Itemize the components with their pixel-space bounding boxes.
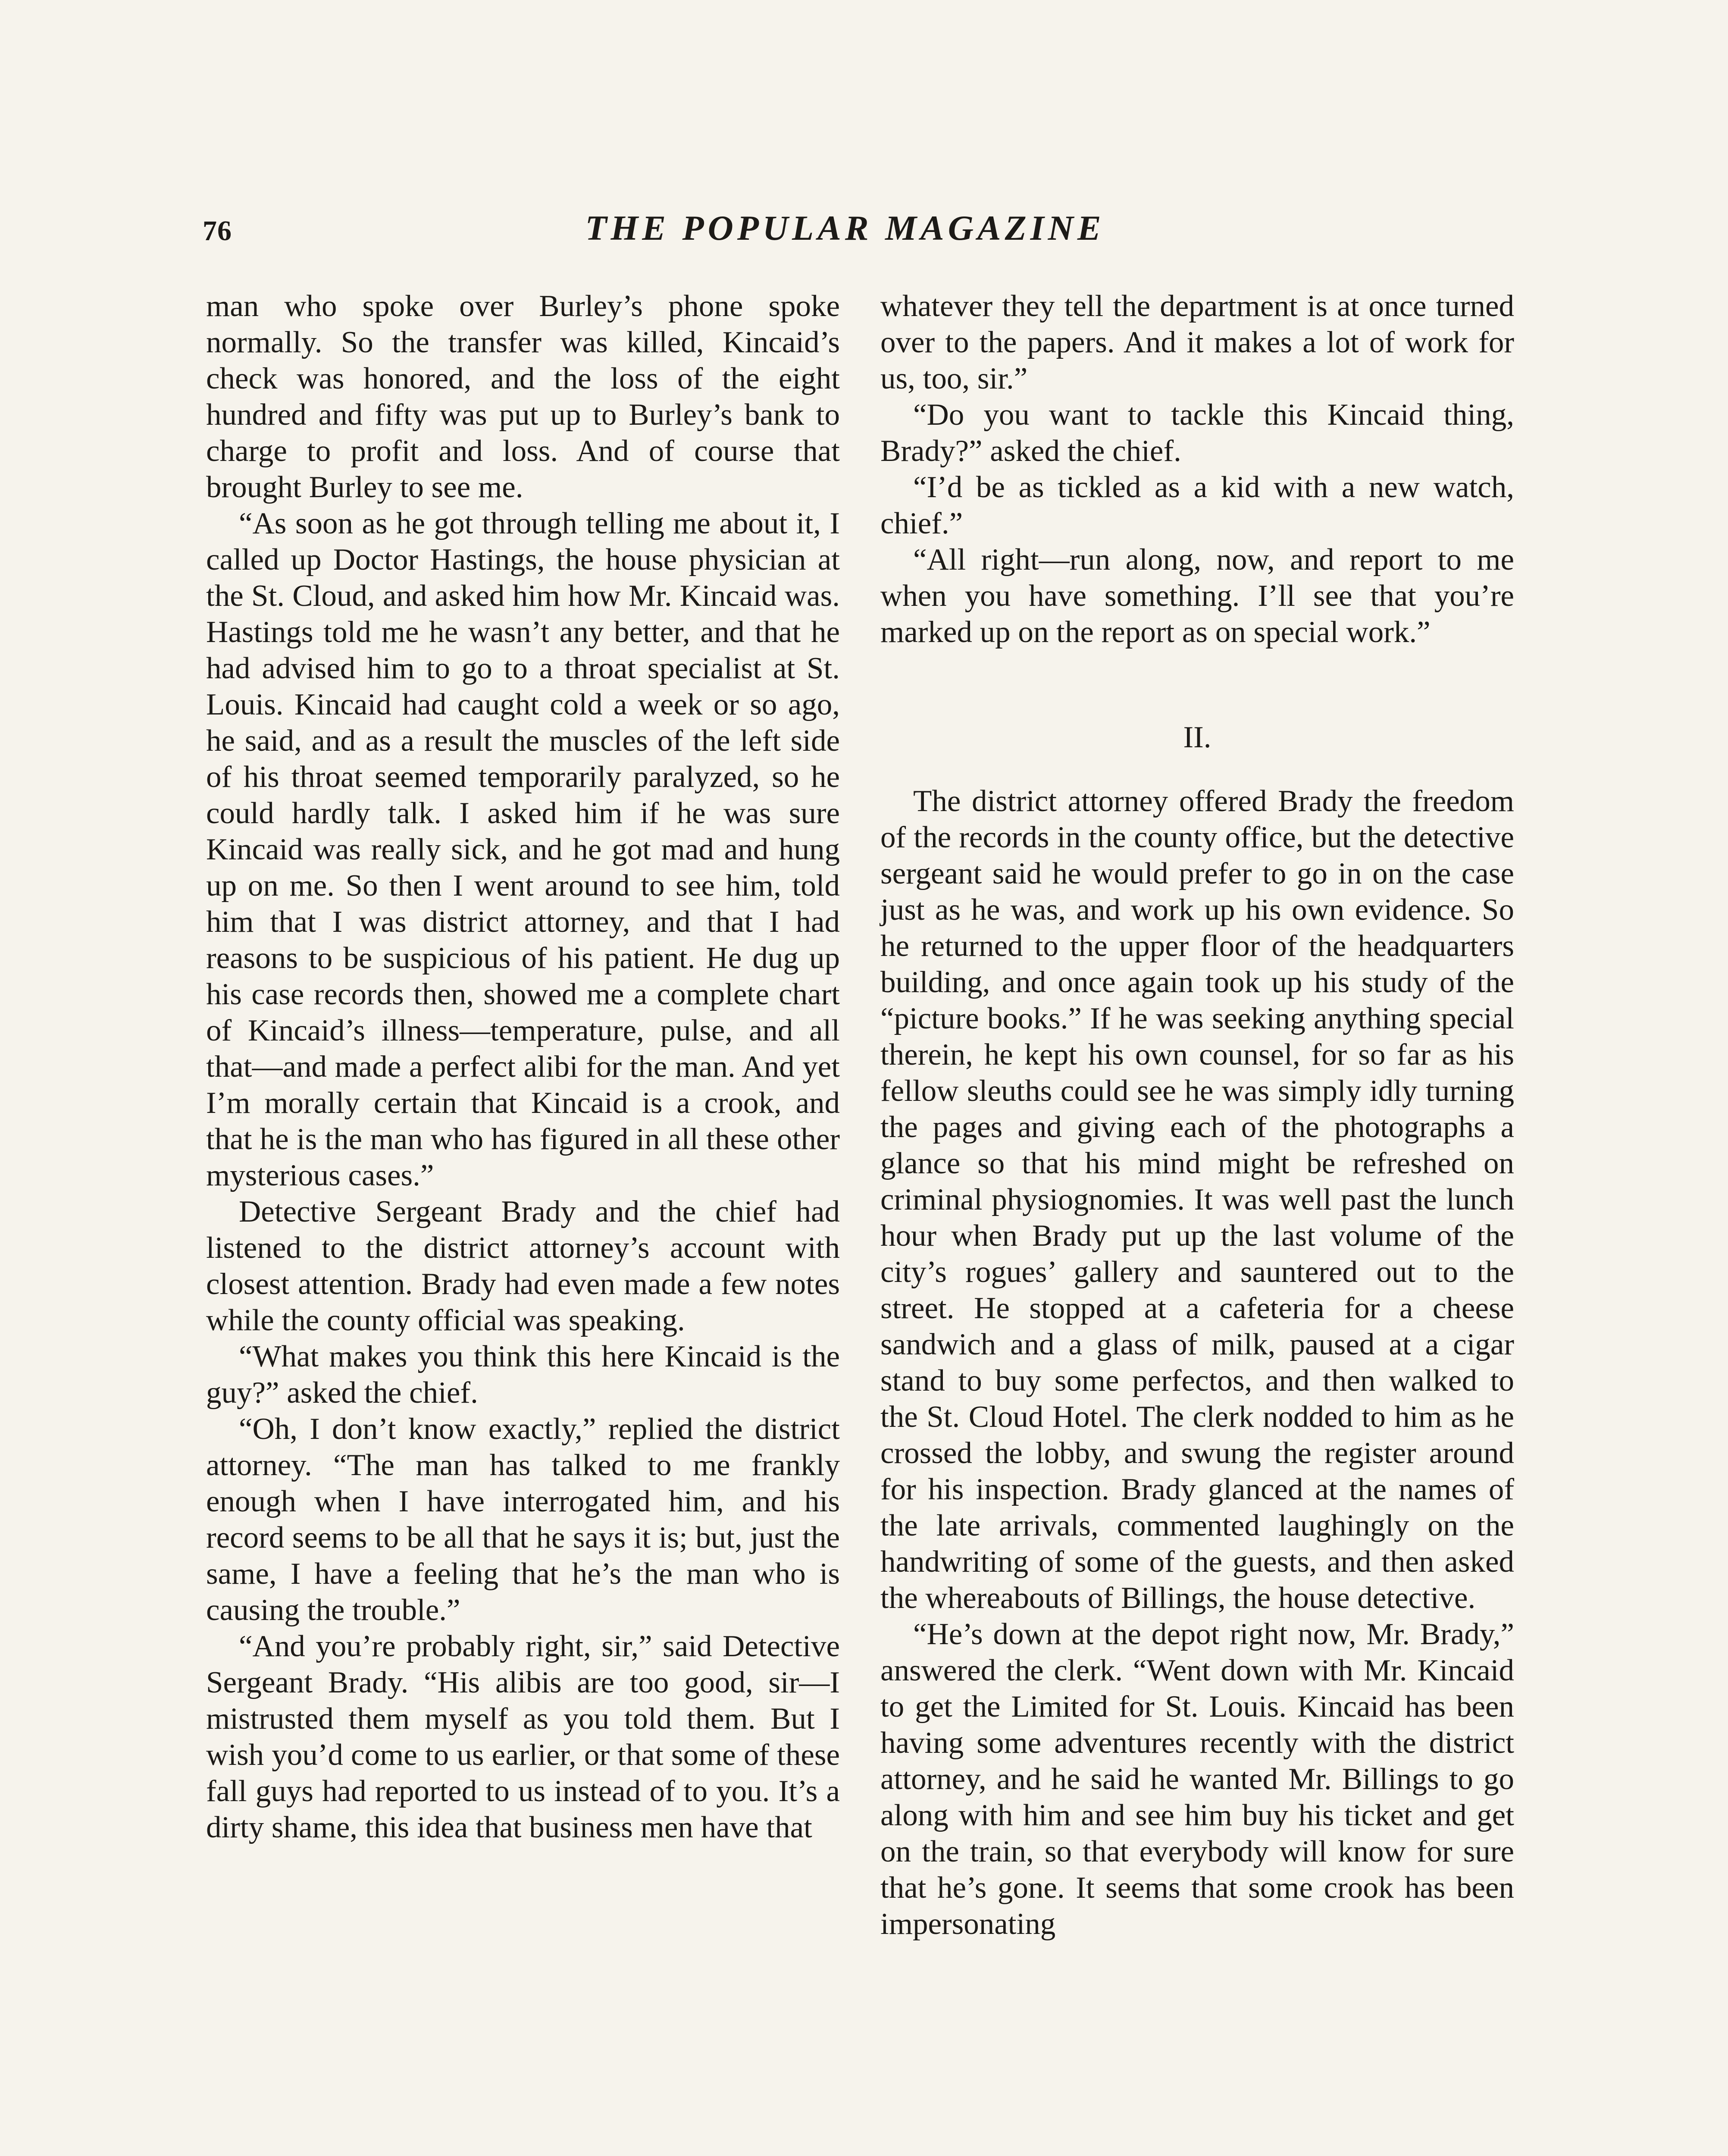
paragraph: “I’d be as tickled as a kid with a new watch, chief.” [880, 470, 1514, 540]
paragraph: “All right—run along, now, and report to me when you have something. I’ll see that you’re marked up on the report as on special work.” [880, 543, 1514, 649]
paragraph: “Do you want to tackle this Kincaid thing, Brady?” asked the chief. [880, 398, 1514, 468]
paragraph: man who spoke over Burley’s phone spoke normally. So the transfer was killed, Kincaid’s check was honored, and the loss of the eight hundred and fifty was put up to Burley’s bank to charge to profit and loss. And of course that brought Burley to see me. [206, 289, 840, 504]
paragraph: “As soon as he got through telling me about it, I called up Doctor Hastings, the house physician at the St. Cloud, and asked him how Mr. Kincaid was. Hastings told me he wasn’t any better, and that he had advised him to go to a throat specialist at St. Louis. Kincaid had caught cold a week or so ago, he said, and as a result the muscles of the left side of his throat seemed temporarily paralyzed, so he could hardly talk. I asked him if he was sure Kincaid was really sick, and he got mad and hung up on me. So then I went around to see him, told him that I was district attorney, and that I had reasons to be suspicious of his patient. He dug up his case records then, showed me a complete chart of Kincaid’s illness—temperature, pulse, and all that—and made a perfect alibi for the man. And yet I’m morally certain that Kincaid is a crook, and that he is the man who has figured in all these other mysterious cases.” [206, 507, 840, 1192]
paragraph: “What makes you think this here Kincaid is the guy?” asked the chief. [206, 1340, 840, 1410]
right-column [880, 288, 1514, 1942]
left-column [206, 288, 840, 1846]
paragraph: whatever they tell the department is at once turned over to the papers. And it makes a lot of work for us, too, sir.” [880, 289, 1514, 395]
section-heading: II. [1183, 721, 1211, 754]
paragraph: “Oh, I don’t know exactly,” replied the district attorney. “The man has talked to me frankly enough when I have interrogated him, and his record seems to be all that he says it is; but, just the same, I have a feeling that he’s the man who is causing the trouble.” [206, 1412, 840, 1627]
paragraph: The district attorney offered Brady the freedom of the records in the county office, but the detective sergeant said he would prefer to go in on the case just as he was, and work up his own evidence. So he returned to the upper floor of the headquarters building, and once again took up his study of the “picture books.” If he was seeking anything special therein, he kept his own counsel, for so far as his fellow sleuths could see he was simply idly turning the pages and giving each of the photographs a glance so that his mind might be refreshed on criminal physiognomies. It was well past the lunch hour when Brady put up the last volume of the city’s rogues’ gallery and sauntered out to the street. He stopped at a cafeteria for a cheese sandwich and a glass of milk, paused at a cigar stand to buy some perfectos, and then walked to the St. Cloud Hotel. The clerk nodded to him as he crossed the lobby, and swung the register around for his inspection. Brady glanced at the names of the late arrivals, commented laughingly on the handwriting of some of the guests, and then asked the whereabouts of Billings, the house detective. [880, 784, 1514, 1615]
paragraph: “He’s down at the depot right now, Mr. Brady,” answered the clerk. “Went down with Mr. Kincaid to get the Limited for St. Louis. Kincaid has been having some adventures recently with the district attorney, and he said he wanted Mr. Billings to go along with him and see him buy his ticket and get on the train, so that everybody will know for sure that he’s gone. It seems that some crook has been impersonating [880, 1617, 1514, 1941]
paragraph: “And you’re probably right, sir,” said Detective Sergeant Brady. “His alibis are too good, sir—I mistrusted them myself as you told them. But I wish you’d come to us earlier, or that some of these fall guys had reported to us instead of to you. It’s a dirty shame, this idea that business men have that [206, 1630, 840, 1844]
page-number: 76 [203, 215, 232, 247]
paragraph: Detective Sergeant Brady and the chief had listened to the district attorney’s account with closest attention. Brady had even made a few notes while the county official was speaking. [206, 1195, 840, 1337]
magazine-title: THE POPULAR MAGAZINE [585, 208, 1105, 248]
